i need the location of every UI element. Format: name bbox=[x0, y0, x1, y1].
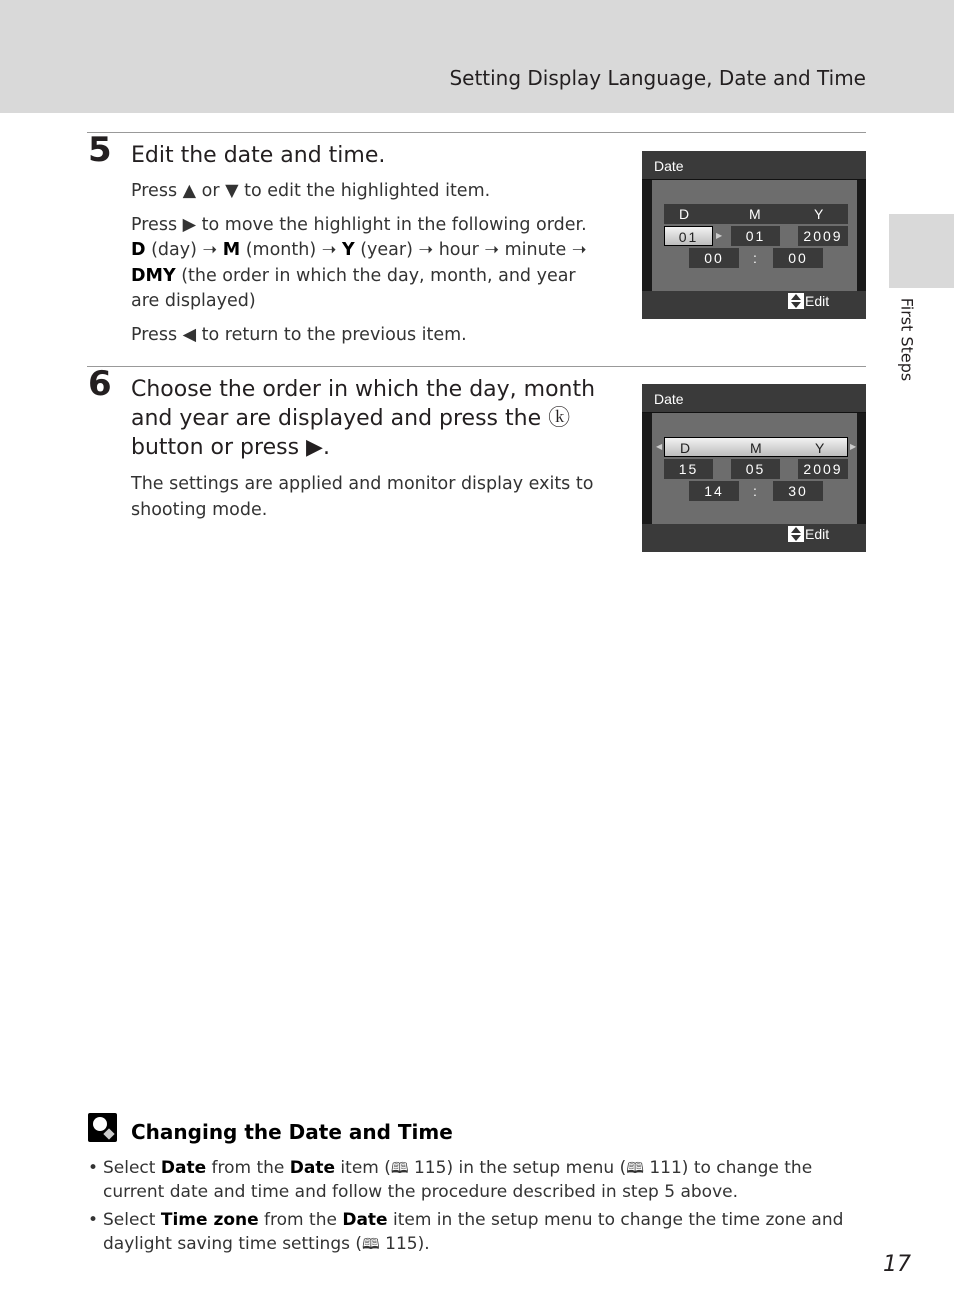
tip-title: Changing the Date and Time bbox=[131, 1120, 453, 1144]
text: (month) ➝ bbox=[240, 240, 342, 260]
year-field: 2009 bbox=[798, 226, 848, 246]
page-number: 17 bbox=[883, 1252, 911, 1277]
page-header bbox=[0, 0, 954, 113]
text: DMY bbox=[131, 265, 176, 286]
arrow-left-icon: ◀ bbox=[656, 442, 663, 451]
month-field: 01 bbox=[731, 226, 780, 246]
list-item: • Select Date from the Date item (🕮 115) in the setup menu (🕮 111) to change the current date and time and follow the procedure described in step 5 above. bbox=[88, 1158, 813, 1202]
time-separator: : bbox=[753, 250, 759, 266]
tip-list bbox=[88, 1156, 878, 1260]
up-down-icon bbox=[788, 293, 804, 309]
page-ref-link[interactable]: 115 bbox=[413, 1158, 447, 1178]
minute-field: 00 bbox=[773, 248, 823, 268]
text: Y bbox=[341, 240, 355, 260]
camera-screen-date-edit bbox=[642, 151, 866, 319]
paragraph: Press ◀ to return to the previous item. bbox=[131, 324, 467, 345]
divider bbox=[87, 366, 866, 367]
text: D bbox=[131, 240, 146, 260]
edit-hint: Edit bbox=[805, 526, 830, 542]
list-item: • Select Time zone from the Date item in the setup menu to change the time zone and daylight saving time settings (🕮 115). bbox=[88, 1210, 844, 1254]
screen-title: Date bbox=[654, 391, 684, 407]
hour-field: 14 bbox=[689, 481, 739, 501]
day-field: 01 bbox=[664, 226, 713, 246]
year-field: 2009 bbox=[798, 459, 848, 479]
order-row: D M Y bbox=[664, 437, 848, 457]
tip-lightbulb-icon bbox=[88, 1113, 117, 1142]
text: (year) ➝ hour ➝ minute ➝ bbox=[354, 240, 587, 260]
step-number: 6 bbox=[88, 364, 112, 404]
month-field: 05 bbox=[731, 459, 780, 479]
text: M bbox=[222, 240, 241, 260]
edit-hint: Edit bbox=[805, 293, 830, 309]
arrow-right-icon: ▶ bbox=[850, 442, 857, 451]
step-title: Edit the date and time. bbox=[131, 143, 386, 168]
time-separator: : bbox=[753, 483, 759, 499]
page-ref-link[interactable]: 111 bbox=[649, 1158, 682, 1178]
divider bbox=[87, 132, 866, 133]
minute-field: 30 bbox=[773, 481, 823, 501]
step-title: Choose the order in which the day, month and year are displayed and press the ⓚ button or press ▶. bbox=[131, 377, 596, 460]
book-icon: 🕮 bbox=[390, 1159, 409, 1177]
up-down-icon bbox=[788, 526, 804, 542]
header-title: Setting Display Language, Date and Time bbox=[449, 66, 866, 90]
side-tab-label: First Steps bbox=[897, 297, 917, 382]
camera-screen-date-order bbox=[642, 384, 866, 552]
step-body bbox=[131, 472, 601, 531]
side-tab bbox=[889, 214, 954, 288]
step-body bbox=[131, 179, 601, 356]
paragraph: Press ▲ or ▼ to edit the highlighted item. bbox=[131, 181, 491, 201]
text: (day) ➝ bbox=[145, 240, 223, 260]
day-field: 15 bbox=[664, 459, 713, 479]
page-ref-link[interactable]: 115 bbox=[385, 1234, 418, 1254]
screen-title: Date bbox=[654, 158, 684, 174]
hour-field: 00 bbox=[689, 248, 739, 268]
text: (the order in which the day, month, and year are displayed) bbox=[131, 265, 576, 311]
paragraph bbox=[131, 213, 601, 315]
order-row: D M Y bbox=[664, 204, 848, 224]
book-icon: 🕮 bbox=[362, 1235, 380, 1253]
book-icon: 🕮 bbox=[626, 1159, 644, 1177]
paragraph: The settings are applied and monitor display exits to shooting mode. bbox=[131, 474, 594, 520]
arrow-right-icon: ▶ bbox=[716, 231, 723, 240]
text: Press ▶ to move the highlight in the following order. bbox=[131, 214, 587, 235]
step-number: 5 bbox=[88, 130, 112, 170]
